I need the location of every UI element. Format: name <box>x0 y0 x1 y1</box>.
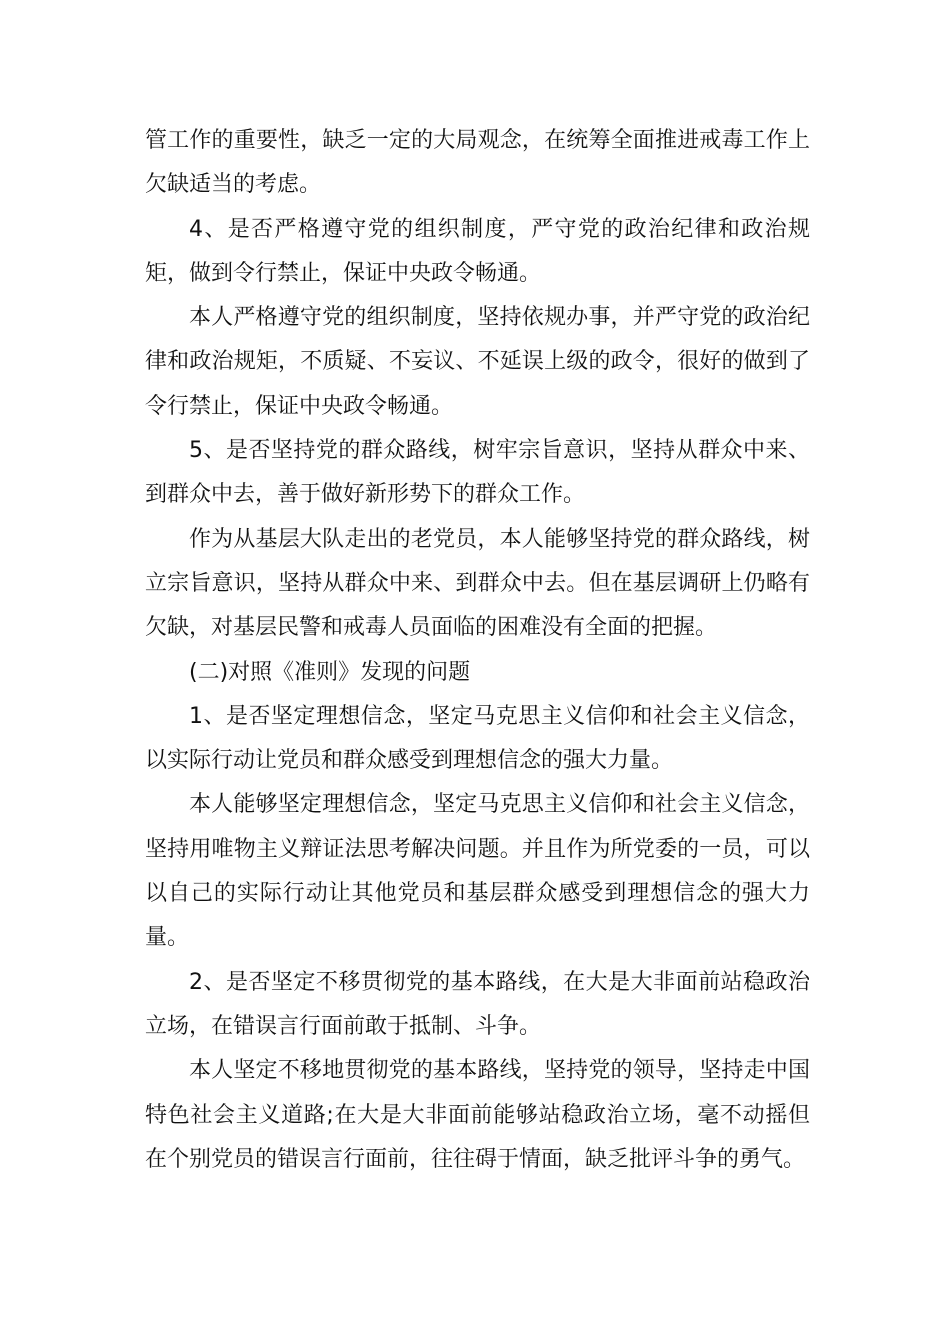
paragraph-item-4-question: 4、是否严格遵守党的组织制度，严守党的政治纪律和政治规矩，做到令行禁止，保证中央政令畅通。 <box>145 216 810 286</box>
paragraph-item-5-question: 5、是否坚持党的群众路线，树牢宗旨意识，坚持从群众中来、到群众中去，善于做好新形势下的群众工作。 <box>145 438 810 508</box>
document-body <box>145 119 810 1182</box>
paragraph-continuation: 管工作的重要性，缺乏一定的大局观念，在统筹全面推进戒毒工作上欠缺适当的考虑。 <box>145 128 810 198</box>
paragraph-item-2-answer: 本人坚定不移地贯彻党的基本路线，坚持党的领导，坚持走中国特色社会主义道路;在大是大非面前能够站稳政治立场，毫不动摇但在个别党员的错误言行面前，往往碍于情面，缺乏批评斗争的勇气。 <box>145 1058 810 1172</box>
paragraph-item-2-question: 2、是否坚定不移贯彻党的基本路线，在大是大非面前站稳政治立场，在错误言行面前敢于抵制、斗争。 <box>145 969 810 1039</box>
paragraph-item-5-answer: 作为从基层大队走出的老党员，本人能够坚持党的群众路线，树立宗旨意识，坚持从群众中来、到群众中去。但在基层调研上仍略有欠缺，对基层民警和戒毒人员面临的困难没有全面的把握。 <box>145 526 810 641</box>
paragraph-item-1-answer: 本人能够坚定理想信念，坚定马克思主义信仰和社会主义信念，坚持用唯物主义辩证法思考解决问题。并且作为所党委的一员，可以以自己的实际行动让其他党员和基层群众感受到理想信念的强大力量。 <box>145 792 810 951</box>
paragraph-item-1-question: 1、是否坚定理想信念，坚定马克思主义信仰和社会主义信念，以实际行动让党员和群众感受到理想信念的强大力量。 <box>145 703 810 774</box>
section-heading: (二)对照《准则》发现的问题 <box>189 659 471 685</box>
paragraph-item-4-answer: 本人严格遵守党的组织制度，坚持依规办事，并严守党的政治纪律和政治规矩，不质疑、不妄议、不延误上级的政令，很好的做到了令行禁止，保证中央政令畅通。 <box>145 305 810 419</box>
